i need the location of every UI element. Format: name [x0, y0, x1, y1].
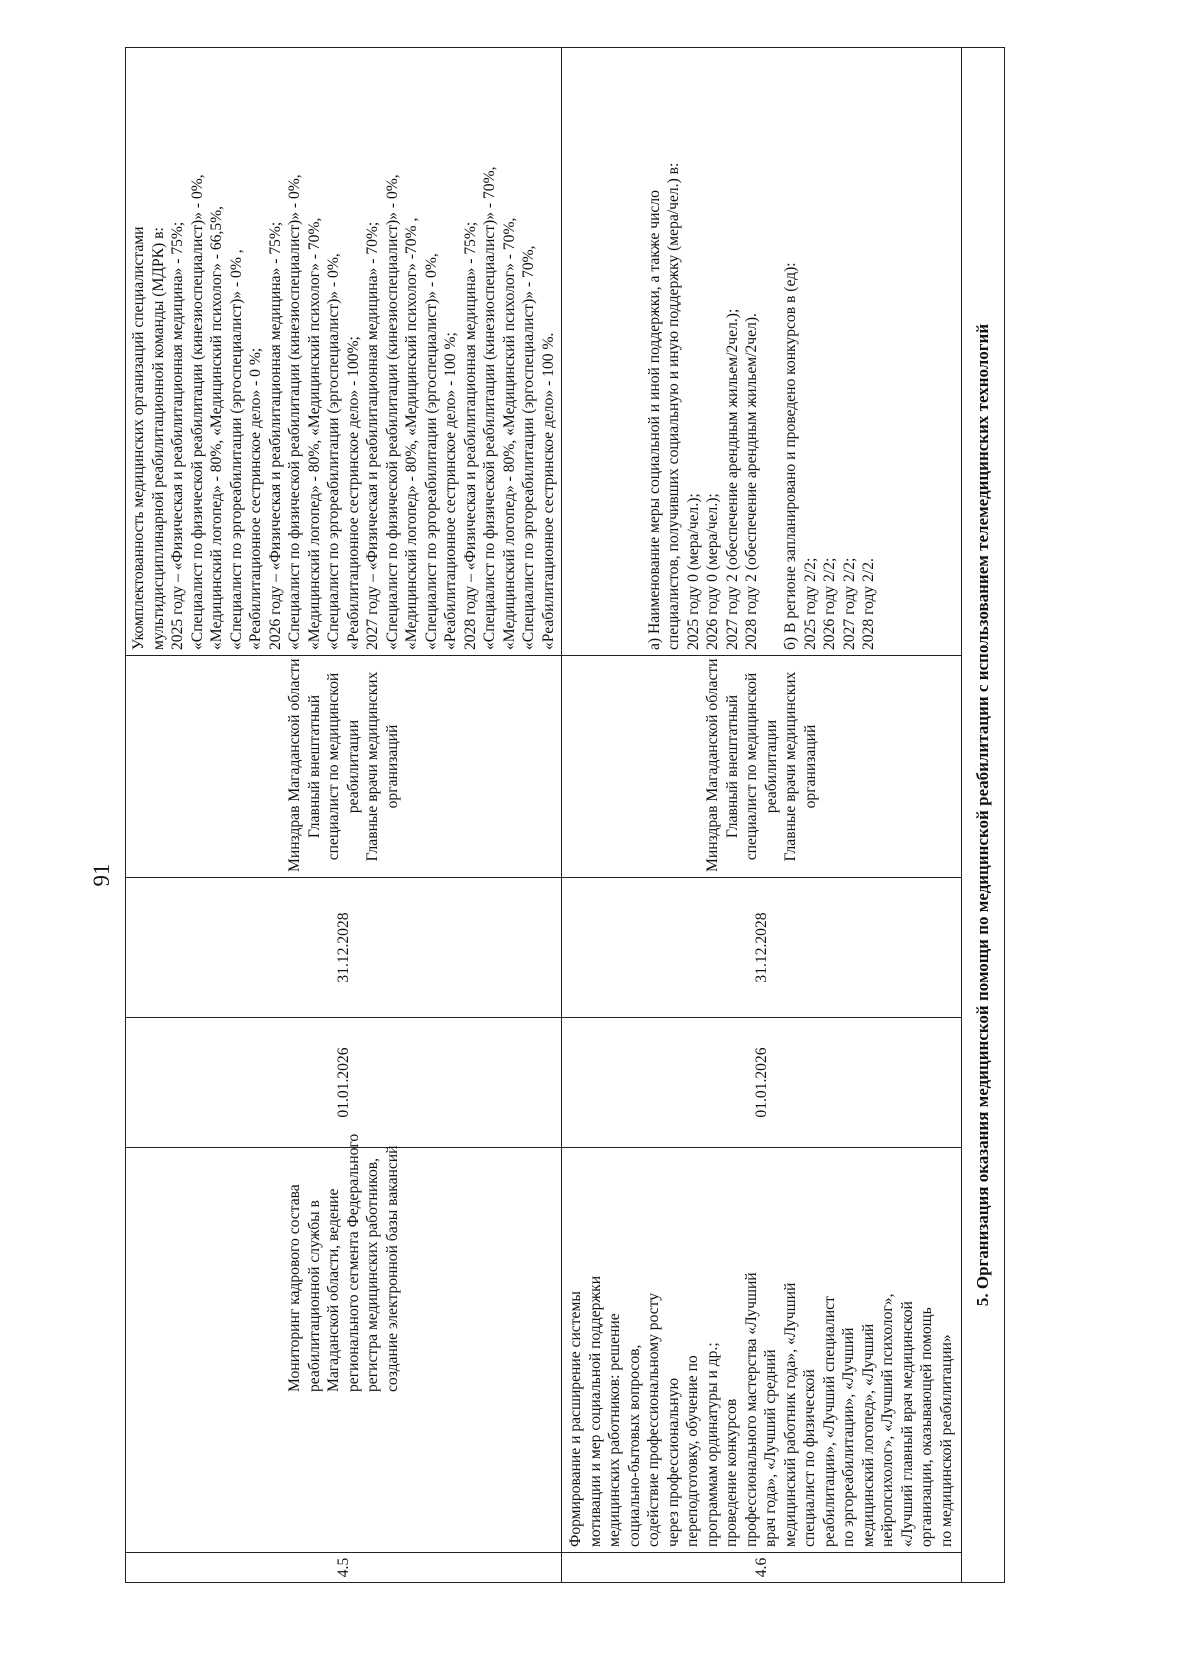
text-line: Укомплектованность медицинских организаций специалистами [130, 226, 147, 650]
text-line: 2028 году 2 (обеспечение арендным жильем/2чел). [743, 313, 760, 650]
text-line: Главный внештатный [723, 694, 741, 839]
text-line: Магаданской области, ведение [325, 1188, 342, 1392]
text-line: мотивации и мер социальной поддержки [586, 1275, 604, 1547]
text-line: реабилитации [762, 719, 780, 814]
text-line: специалистов, получивших социальную и иную поддержку (мера/чел.) в: [665, 162, 682, 650]
text-line: проведение конкурсов [723, 1398, 740, 1547]
result-indicators [126, 48, 562, 656]
text-line: б) В регионе запланировано и проведено конкурсов в (ед): [782, 262, 799, 650]
text-line: Формирование и расширение системы [567, 1291, 584, 1547]
text-line: 2027 году 2 (обеспечение арендным жильем/2чел.); [723, 308, 741, 650]
text-line: «Специалист по физической реабилитации (кинезиоспециалист)» - 0%, [286, 174, 303, 650]
text-line: медицинский логопед», «Лучший [859, 1323, 877, 1547]
result-lines [129, 50, 558, 650]
text-line: профессионального мастерства «Лучший [742, 1272, 760, 1547]
result-part-b [781, 50, 879, 650]
text-line: 2026 году 2/2; [821, 557, 838, 650]
text-line: по эргореабилитации», «Лучший [840, 1327, 857, 1547]
text-line: социально-бытовых вопросов, [625, 1344, 643, 1547]
text-line: регистра медицинских работников, [364, 1157, 381, 1392]
text-line: реабилитации [344, 719, 362, 814]
text-line: 2027 году – «Физическая и реабилитационная медицина» - 70%; [364, 221, 381, 650]
text-line: организации, оказывающей помощь [918, 1307, 935, 1547]
text-line: специалист по медицинской [325, 672, 342, 861]
text-line: Мониторинг кадрового состава [286, 1184, 303, 1392]
text-line: специалист по физической [801, 1369, 818, 1547]
result-indicators [562, 48, 962, 656]
event-description [562, 1148, 962, 1553]
row-number: 4.6 [562, 1553, 962, 1583]
table-row [126, 48, 562, 1583]
text-line: организаций [801, 724, 819, 809]
text-line: 2026 году – «Физическая и реабилитационная медицина» - 75%; [266, 221, 284, 650]
text-line: «Специалист по физической реабилитации (кинезиоспециалист)» - 0%, [188, 174, 206, 650]
text-line: 2025 году 2/2; [801, 557, 819, 650]
page-number: 91 [89, 863, 114, 887]
text-line: «Специалист по эргореабилитации (эргоспециалист)» - 0%, [325, 253, 342, 650]
activities-table [125, 47, 1005, 1583]
text-line: через профессиональную [664, 1377, 682, 1547]
section-heading: 5. Организация оказания медицинской помощи по медицинской реабилитации с использованием телемедицинских технологий [962, 48, 1005, 1583]
text-line: создание электронной базы вакансий [383, 1145, 401, 1392]
responsible-lines [285, 658, 402, 872]
event-lines [566, 1153, 956, 1547]
text-line: программам ординатуры и др.; [703, 1342, 721, 1547]
text-line: врач года», «Лучший средний [762, 1349, 779, 1547]
responsible-lines [703, 658, 820, 872]
result-part-a [645, 50, 762, 650]
text-line: реабилитации», «Лучший специалист [820, 1296, 838, 1547]
text-line: 2028 году – «Физическая и реабилитационная медицина» - 75%; [461, 221, 479, 650]
end-date: 31.12.2028 [562, 878, 962, 1018]
text-line: мультидисциплинарной реабилитационной команды (МДРК) в: [149, 227, 167, 650]
text-line: реабилитационной службы в [305, 1200, 323, 1392]
text-line: 2025 году 0 (мера/чел.); [684, 493, 702, 650]
text-line: содействие профессиональному росту [645, 1292, 662, 1547]
responsible [126, 656, 562, 878]
text-line: регионального сегмента Федерального [344, 1133, 362, 1392]
text-line: Главный внештатный [305, 694, 323, 839]
text-line: «Реабилитационное сестринское дело» - 0 %; [247, 347, 264, 650]
table-row [562, 48, 962, 1583]
rotated-table-wrapper [125, 48, 1003, 1583]
text-line: «Реабилитационное сестринское дело» - 100 %. [539, 332, 557, 650]
text-line: нейропсихолог», «Лучший психолог», [879, 1293, 896, 1547]
text-line: 2028 году 2/2. [860, 558, 877, 650]
text-line: «Специалист по физической реабилитации (кинезиоспециалист)» - 0%, [383, 174, 401, 650]
text-line: медицинский работник года», «Лучший [781, 1282, 799, 1547]
text-line: «Лучший главный врач медицинской [898, 1301, 916, 1547]
text-line: медицинских работников: решение [606, 1313, 623, 1547]
text-line: «Специалист по эргореабилитации (эргоспециалист)» - 70%, [520, 245, 537, 650]
text-line: «Медицинский логопед» - 80%, «Медицинский психолог» - 70%, [305, 217, 323, 650]
text-line: 2027 году 2/2; [840, 557, 858, 650]
text-line: специалист по медицинской [743, 672, 760, 861]
text-line: Главные врачи медицинских [364, 671, 381, 862]
text-line: 2026 году 0 (мера/чел.); [704, 493, 721, 650]
text-line: 2025 году – «Физическая и реабилитационная медицина» - 75%; [169, 221, 186, 650]
text-line: «Реабилитационное сестринское дело» - 100%; [344, 336, 362, 650]
responsible [562, 656, 962, 878]
text-line: «Специалист по эргореабилитации (эргоспециалист)» - 0% , [227, 249, 245, 650]
row-number: 4.5 [126, 1553, 562, 1583]
text-line: а) Наименование меры социальной и иной поддержки, а также число [645, 190, 663, 650]
start-date: 01.01.2026 [562, 1018, 962, 1148]
end-date: 31.12.2028 [126, 878, 562, 1018]
event-description [126, 1133, 562, 1553]
text-line: «Медицинский логопед» - 80%, «Медицинский психолог» - 66,5%, [208, 205, 225, 650]
text-line: «Медицинский логопед» - 80%, «Медицинский психолог» -70% , [403, 217, 420, 650]
text-line: «Специалист по эргореабилитации (эргоспециалист)» - 0%, [422, 253, 440, 650]
text-line: по медицинской реабилитации» [937, 1334, 955, 1547]
text-line: Минздрав Магаданской области [286, 658, 303, 872]
text-line: Минздрав Магаданской области [704, 658, 721, 872]
text-line: «Специалист по физической реабилитации (кинезиоспециалист)» - 70%, [481, 166, 498, 650]
text-line: «Реабилитационное сестринское дело» - 100 %; [442, 332, 459, 650]
text-line: организаций [383, 724, 401, 809]
text-line: «Медицинский логопед» - 80%, «Медицинский психолог» - 70%, [500, 217, 518, 650]
event-lines [285, 1133, 402, 1392]
text-line: Главные врачи медицинских [782, 671, 799, 862]
start-date: 01.01.2026 [126, 1018, 562, 1148]
text-line: переподготовку, обучение по [684, 1355, 701, 1547]
section-row [962, 48, 1005, 1583]
